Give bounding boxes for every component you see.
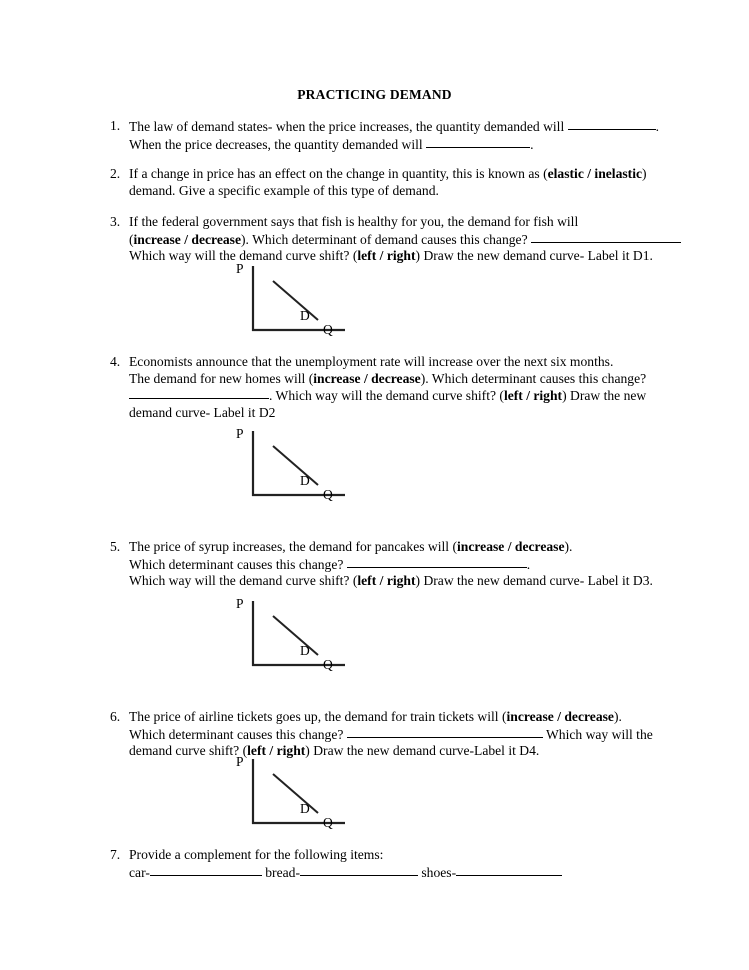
- axes-and-curve: [228, 757, 358, 837]
- question-item-2: [110, 166, 690, 199]
- answer-blank[interactable]: [150, 864, 262, 876]
- question-number: 3.: [110, 214, 121, 229]
- question-text: If a change in price has an effect on the change in quantity, this is known as (: [129, 166, 548, 181]
- page-title: PRACTICING DEMAND: [297, 87, 452, 102]
- question-body: [129, 847, 690, 881]
- question-number: 7.: [110, 847, 121, 862]
- question-text: ): [642, 166, 647, 181]
- question-line: [129, 847, 690, 864]
- choice-options: increase / decrease: [506, 709, 614, 724]
- axes-and-curve: [228, 599, 358, 679]
- question-item-3: [110, 214, 690, 265]
- question-line: [129, 248, 690, 265]
- question-number: 4.: [110, 354, 121, 369]
- question-text: If the federal government says that fish is healthy for you, the demand for fish will: [129, 214, 579, 229]
- question-body: [129, 166, 690, 199]
- question-line: [129, 166, 690, 183]
- question-text: demand curve- Label it D2: [129, 404, 276, 420]
- demand-curve-label: D: [300, 473, 310, 488]
- question-text: (: [129, 231, 134, 247]
- question-line: [129, 743, 690, 760]
- question-line: [129, 354, 690, 371]
- answer-blank[interactable]: [456, 864, 562, 876]
- question-line: [129, 183, 690, 200]
- answer-blank[interactable]: [129, 387, 269, 399]
- question-body: [129, 354, 690, 421]
- answer-blank[interactable]: [568, 118, 656, 130]
- question-text: .: [530, 136, 534, 152]
- question-item-7: [110, 847, 690, 881]
- question-text: .: [526, 556, 531, 572]
- question-line: [129, 387, 690, 405]
- question-text: Provide a complement for the following items:: [129, 847, 384, 862]
- answer-blank[interactable]: [347, 726, 543, 738]
- question-text: car-: [129, 864, 150, 880]
- answer-blank[interactable]: [426, 136, 530, 148]
- question-number: 1.: [110, 118, 121, 133]
- demand-curve-label: D: [300, 308, 310, 323]
- question-line: [129, 405, 690, 422]
- question-text: Which way will the demand curve shift? (: [129, 573, 358, 589]
- demand-graph-d4: [228, 754, 358, 837]
- question-line: [129, 136, 690, 154]
- question-text: ) Draw the new: [562, 388, 647, 404]
- choice-options: elastic / inelastic: [547, 166, 643, 181]
- choice-options: left / right: [503, 388, 563, 404]
- question-text: ) Draw the new demand curve-Label it D4.: [305, 743, 540, 759]
- question-number: 5.: [110, 539, 121, 554]
- question-text: ) Draw the new demand curve- Label it D3.: [415, 573, 653, 589]
- quantity-axis-label: Q: [323, 487, 333, 502]
- quantity-axis-label: Q: [323, 657, 333, 672]
- question-body: [129, 214, 690, 265]
- demand-graph-d2: [228, 426, 358, 509]
- answer-blank[interactable]: [300, 864, 418, 876]
- question-text: .: [655, 119, 660, 134]
- question-line: [129, 371, 690, 388]
- question-text: Which way will the demand curve shift? (: [129, 248, 358, 264]
- price-axis-label: P: [236, 754, 244, 769]
- question-text: shoes-: [417, 864, 457, 880]
- question-text: . Which way will the demand curve shift? (: [269, 388, 504, 404]
- demand-curve: [273, 774, 318, 813]
- question-body: [129, 118, 690, 153]
- demand-curve-label: D: [300, 643, 310, 658]
- question-text: demand curve shift? (: [129, 743, 248, 759]
- demand-curve: [273, 616, 318, 655]
- question-line: [129, 726, 690, 744]
- demand-curve-label: D: [300, 801, 310, 816]
- question-text: The law of demand states- when the price increases, the quantity demanded will: [129, 119, 568, 134]
- question-number: 2.: [110, 166, 121, 181]
- question-line: [129, 556, 690, 574]
- answer-blank[interactable]: [347, 556, 527, 568]
- axes-and-curve: [228, 429, 358, 509]
- choice-options: increase / decrease: [313, 370, 421, 386]
- quantity-axis-label: Q: [323, 322, 333, 337]
- question-text: ) Draw the new demand curve- Label it D1.: [415, 248, 653, 264]
- quantity-axis-label: Q: [323, 815, 333, 830]
- demand-graph-d3: [228, 596, 358, 679]
- question-item-4: [110, 354, 690, 421]
- demand-graph-d1: [228, 261, 358, 344]
- choice-options: increase / decrease: [457, 539, 565, 554]
- question-body: [129, 539, 690, 590]
- demand-curve: [273, 446, 318, 485]
- question-text: The demand for new homes will (: [129, 370, 314, 386]
- question-text: ).: [613, 709, 622, 724]
- question-line: [129, 539, 690, 556]
- question-text: Which determinant causes this change?: [129, 726, 347, 742]
- price-axis-label: P: [236, 426, 244, 441]
- demand-curve: [273, 281, 318, 320]
- price-axis-label: P: [236, 596, 244, 611]
- choice-options: increase / decrease: [133, 231, 241, 247]
- question-body: [129, 709, 690, 760]
- question-text: ).: [564, 539, 573, 554]
- question-text: ). Which determinant causes this change?: [420, 370, 647, 386]
- axes-and-curve: [228, 264, 358, 344]
- question-number: 6.: [110, 709, 121, 724]
- question-item-5: [110, 539, 690, 590]
- question-text: Which way will the: [542, 726, 653, 742]
- question-text: The price of airline tickets goes up, the demand for train tickets will (: [129, 709, 507, 724]
- question-item-6: [110, 709, 690, 760]
- question-line: [129, 214, 690, 231]
- question-line: [129, 118, 690, 136]
- question-text: Economists announce that the unemployment rate will increase over the next six months.: [129, 354, 614, 369]
- question-text: demand. Give a specific example of this type of demand.: [129, 182, 439, 198]
- question-line: [129, 864, 690, 882]
- choice-options: left / right: [247, 743, 306, 759]
- price-axis-label: P: [236, 261, 244, 276]
- question-text: The price of syrup increases, the demand for pancakes will (: [129, 539, 458, 554]
- question-line: [129, 709, 690, 726]
- choice-options: left / right: [357, 248, 416, 264]
- question-item-1: [110, 118, 690, 153]
- choice-options: left / right: [357, 573, 416, 589]
- answer-blank[interactable]: [531, 231, 681, 243]
- question-text: Which determinant causes this change?: [129, 556, 347, 572]
- question-text: ). Which determinant of demand causes this change?: [241, 231, 532, 247]
- question-line: [129, 573, 690, 590]
- question-text: bread-: [261, 864, 300, 880]
- question-line: [129, 231, 690, 249]
- question-text: When the price decreases, the quantity demanded will: [129, 136, 427, 152]
